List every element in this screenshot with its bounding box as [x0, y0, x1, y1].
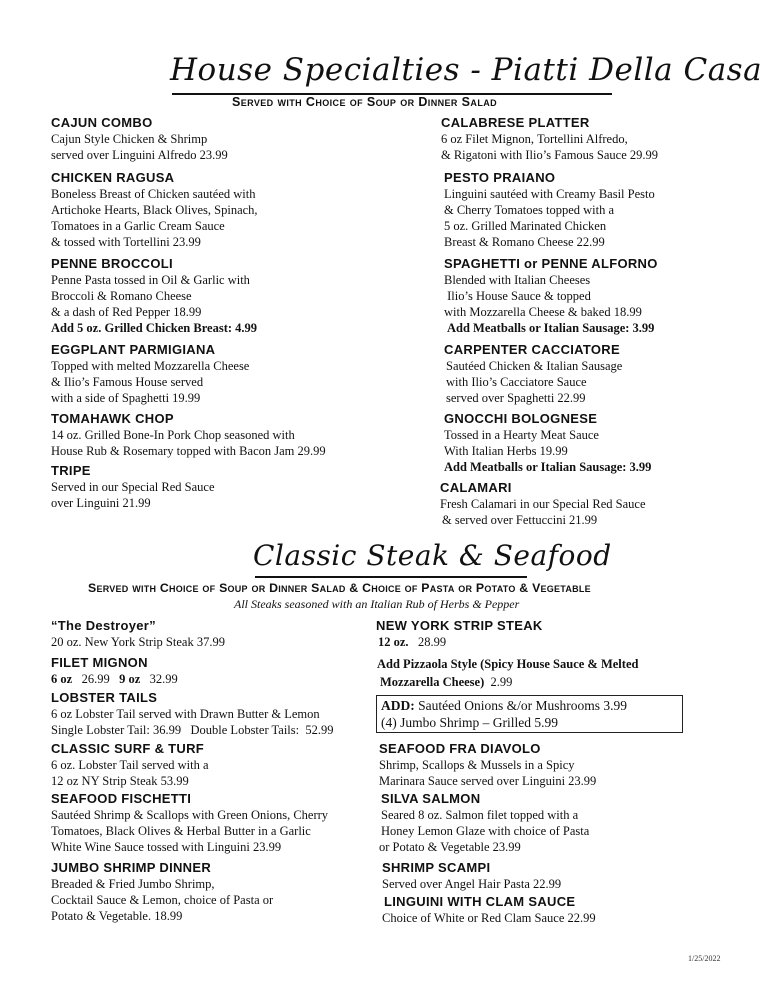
- pizzaiola-price: 2.99: [490, 675, 513, 689]
- item-desc: Choice of White or Red Clam Sauce 22.99: [382, 911, 596, 925]
- item-desc: served over Linguini Alfredo 23.99: [51, 148, 228, 162]
- menu-item-cajun-combo: [51, 114, 228, 163]
- item-desc: Boneless Breast of Chicken sautéed with: [51, 187, 256, 201]
- item-name: PENNE BROCCOLI: [51, 256, 173, 271]
- item-name: LINGUINI WITH CLAM SAUCE: [384, 894, 576, 909]
- item-desc: 14 oz. Grilled Bone-In Pork Chop seasoned with: [51, 428, 295, 442]
- menu-item-classic-surf-turf: [51, 740, 209, 789]
- pizzaiola-line-2: [377, 672, 638, 690]
- add-ons-text-1: Sautéed Onions &/or Mushrooms 3.99: [414, 698, 627, 713]
- item-desc: Single Lobster Tail: 36.99 Double Lobster Tails: 52.99: [51, 723, 334, 737]
- add-ons-line-2: (4) Jumbo Shrimp – Grilled 5.99: [381, 715, 558, 730]
- pizzaiola-line-1: Add Pizzaola Style (Spicy House Sauce & Melted: [377, 657, 639, 671]
- filet-size-2: 9 oz: [119, 672, 141, 686]
- item-desc: Tossed in a Hearty Meat Sauce: [444, 428, 599, 442]
- menu-item-tripe: [51, 462, 215, 511]
- item-desc: 6 oz Lobster Tail served with Drawn Butter & Lemon: [51, 707, 320, 721]
- item-addon: Add Meatballs or Italian Sausage: 3.99: [444, 460, 652, 474]
- item-desc: with Mozzarella Cheese & baked 18.99: [444, 305, 642, 319]
- menu-item-new-york-strip: [376, 617, 543, 650]
- item-name: TRIPE: [51, 463, 91, 478]
- item-addon: Add 5 oz. Grilled Chicken Breast: 4.99: [51, 321, 258, 335]
- item-name: GNOCCHI BOLOGNESE: [444, 411, 598, 426]
- item-desc: & served over Fettuccini 21.99: [442, 513, 598, 527]
- item-desc: & Cherry Tomatoes topped with a: [444, 203, 615, 217]
- item-desc: House Rub & Rosemary topped with Bacon Jam 29.99: [51, 444, 326, 458]
- item-desc: Fresh Calamari in our Special Red Sauce: [440, 497, 646, 511]
- section1-subtitle: Served with Choice of Soup or Dinner Salad: [232, 95, 498, 109]
- item-desc: with Ilio’s Cacciatore Sauce: [446, 375, 587, 389]
- item-name: CLASSIC SURF & TURF: [51, 741, 205, 756]
- item-desc: Potato & Vegetable. 18.99: [51, 909, 183, 923]
- item-desc: Broccoli & Romano Cheese: [51, 289, 192, 303]
- item-name: EGGPLANT PARMIGIANA: [51, 342, 216, 357]
- menu-item-lobster-tails: [51, 689, 333, 738]
- menu-item-gnocchi-bolognese: [444, 410, 651, 475]
- item-desc: Honey Lemon Glaze with choice of Pasta: [381, 824, 590, 838]
- item-name: SEAFOOD FRA DIAVOLO: [379, 741, 541, 756]
- menu-item-silva-salmon: [381, 790, 589, 855]
- pizzaiola-label: Mozzarella Cheese): [380, 675, 485, 689]
- item-desc: Tomatoes, Black Olives & Herbal Butter in a Garlic: [51, 824, 311, 838]
- menu-item-jumbo-shrimp-dinner: [51, 859, 273, 924]
- item-desc: Tomatoes in a Garlic Cream Sauce: [51, 219, 225, 233]
- item-desc: 5 oz. Grilled Marinated Chicken: [444, 219, 607, 233]
- item-desc: Artichoke Hearts, Black Olives, Spinach,: [51, 203, 258, 217]
- menu-item-carpenter-cacciatore: [444, 341, 622, 406]
- item-name: SHRIMP SCAMPI: [382, 860, 491, 875]
- item-desc: & Rigatoni with Ilio’s Famous Sauce 29.99: [441, 148, 659, 162]
- item-desc: or Potato & Vegetable 23.99: [379, 840, 521, 854]
- item-desc: 12 oz NY Strip Steak 53.99: [51, 774, 189, 788]
- item-desc: 6 oz Filet Mignon, Tortellini Alfredo,: [441, 132, 628, 146]
- item-name: SILVA SALMON: [381, 791, 481, 806]
- item-desc: Linguini sautéed with Creamy Basil Pesto: [444, 187, 655, 201]
- section2-subtitle: Served with Choice of Soup or Dinner Salad & Choice of Pasta or Potato & Vegetable: [88, 581, 591, 595]
- pizzaiola-addon: [377, 656, 638, 690]
- item-desc: with a side of Spaghetti 19.99: [51, 391, 201, 405]
- item-name: SPAGHETTI or PENNE ALFORNO: [444, 256, 658, 271]
- item-desc: [376, 634, 543, 650]
- item-name: CALABRESE PLATTER: [441, 115, 590, 130]
- item-addon: Add Meatballs or Italian Sausage: 3.99: [447, 321, 655, 335]
- item-desc: White Wine Sauce tossed with Linguini 23.99: [51, 840, 282, 854]
- section1-title: House Specialties - Piatti Della Casa: [170, 52, 763, 88]
- item-desc: [51, 671, 178, 687]
- item-desc: Marinara Sauce served over Linguini 23.99: [379, 774, 597, 788]
- item-desc: 6 oz. Lobster Tail served with a: [51, 758, 209, 772]
- add-ons-line-1: [381, 697, 678, 714]
- menu-item-seafood-fra-diavolo: [379, 740, 596, 789]
- section2-title-rule: [255, 576, 527, 578]
- item-desc: Ilio’s House Sauce & topped: [444, 289, 591, 303]
- nystrip-price: 28.99: [417, 635, 447, 649]
- item-name: CALAMARI: [440, 480, 512, 495]
- item-desc: Seared 8 oz. Salmon filet topped with a: [381, 808, 579, 822]
- item-name: CARPENTER CACCIATORE: [444, 342, 620, 357]
- item-desc: Breast & Romano Cheese 22.99: [444, 235, 605, 249]
- item-desc: Sautéed Chicken & Italian Sausage: [446, 359, 623, 373]
- menu-item-pesto-praiano: [444, 169, 655, 250]
- item-desc: Blended with Italian Cheeses: [444, 273, 591, 287]
- menu-item-the-destroyer: [51, 617, 225, 650]
- item-name: NEW YORK STRIP STEAK: [376, 618, 543, 633]
- item-name: FILET MIGNON: [51, 655, 148, 670]
- item-name: CHICKEN RAGUSA: [51, 170, 175, 185]
- item-desc: Shrimp, Scallops & Mussels in a Spicy: [379, 758, 575, 772]
- print-date: 1/25/2022: [688, 954, 721, 963]
- menu-item-filet-mignon: [51, 654, 178, 687]
- item-desc: With Italian Herbs 19.99: [444, 444, 568, 458]
- item-desc: Served over Angel Hair Pasta 22.99: [382, 877, 562, 891]
- item-name: TOMAHAWK CHOP: [51, 411, 174, 426]
- filet-price-1: 26.99: [81, 672, 110, 686]
- steak-seasoning-note: All Steaks seasoned with an Italian Rub of Herbs & Pepper: [234, 597, 520, 611]
- menu-item-calamari: [440, 479, 646, 528]
- item-desc: & Ilio’s Famous House served: [51, 375, 204, 389]
- item-name: SEAFOOD FISCHETTI: [51, 791, 192, 806]
- nystrip-size: 12 oz.: [378, 635, 409, 649]
- item-desc: & a dash of Red Pepper 18.99: [51, 305, 202, 319]
- item-desc: 20 oz. New York Strip Steak 37.99: [51, 635, 225, 649]
- add-ons-box: [376, 695, 683, 733]
- item-name: LOBSTER TAILS: [51, 690, 158, 705]
- item-desc: Breaded & Fried Jumbo Shrimp,: [51, 877, 215, 891]
- filet-size-1: 6 oz: [51, 672, 73, 686]
- item-name: CAJUN COMBO: [51, 115, 153, 130]
- filet-price-2: 32.99: [149, 672, 178, 686]
- item-desc: Topped with melted Mozzarella Cheese: [51, 359, 250, 373]
- item-desc: Cajun Style Chicken & Shrimp: [51, 132, 208, 146]
- item-desc: & tossed with Tortellini 23.99: [51, 235, 201, 249]
- menu-item-seafood-fischetti: [51, 790, 328, 855]
- menu-item-shrimp-scampi: [382, 859, 561, 892]
- section2-title: Classic Steak & Seafood: [253, 539, 612, 572]
- item-name: “The Destroyer”: [51, 618, 156, 633]
- item-name: JUMBO SHRIMP DINNER: [51, 860, 212, 875]
- add-ons-label: ADD:: [381, 698, 415, 713]
- item-desc: over Linguini 21.99: [51, 496, 151, 510]
- menu-item-eggplant-parmigiana: [51, 341, 249, 406]
- item-desc: Penne Pasta tossed in Oil & Garlic with: [51, 273, 250, 287]
- item-desc: served over Spaghetti 22.99: [446, 391, 586, 405]
- item-desc: Cocktail Sauce & Lemon, choice of Pasta or: [51, 893, 274, 907]
- menu-item-tomahawk-chop: [51, 410, 326, 459]
- item-name: PESTO PRAIANO: [444, 170, 556, 185]
- item-desc: Sautéed Shrimp & Scallops with Green Onions, Cherry: [51, 808, 329, 822]
- menu-item-calabrese-platter: [441, 114, 658, 163]
- menu-item-linguini-clam-sauce: [384, 893, 596, 926]
- menu-item-chicken-ragusa: [51, 169, 258, 250]
- item-desc: Served in our Special Red Sauce: [51, 480, 215, 494]
- menu-item-spaghetti-alforno: [444, 255, 658, 336]
- menu-item-penne-broccoli: [51, 255, 257, 336]
